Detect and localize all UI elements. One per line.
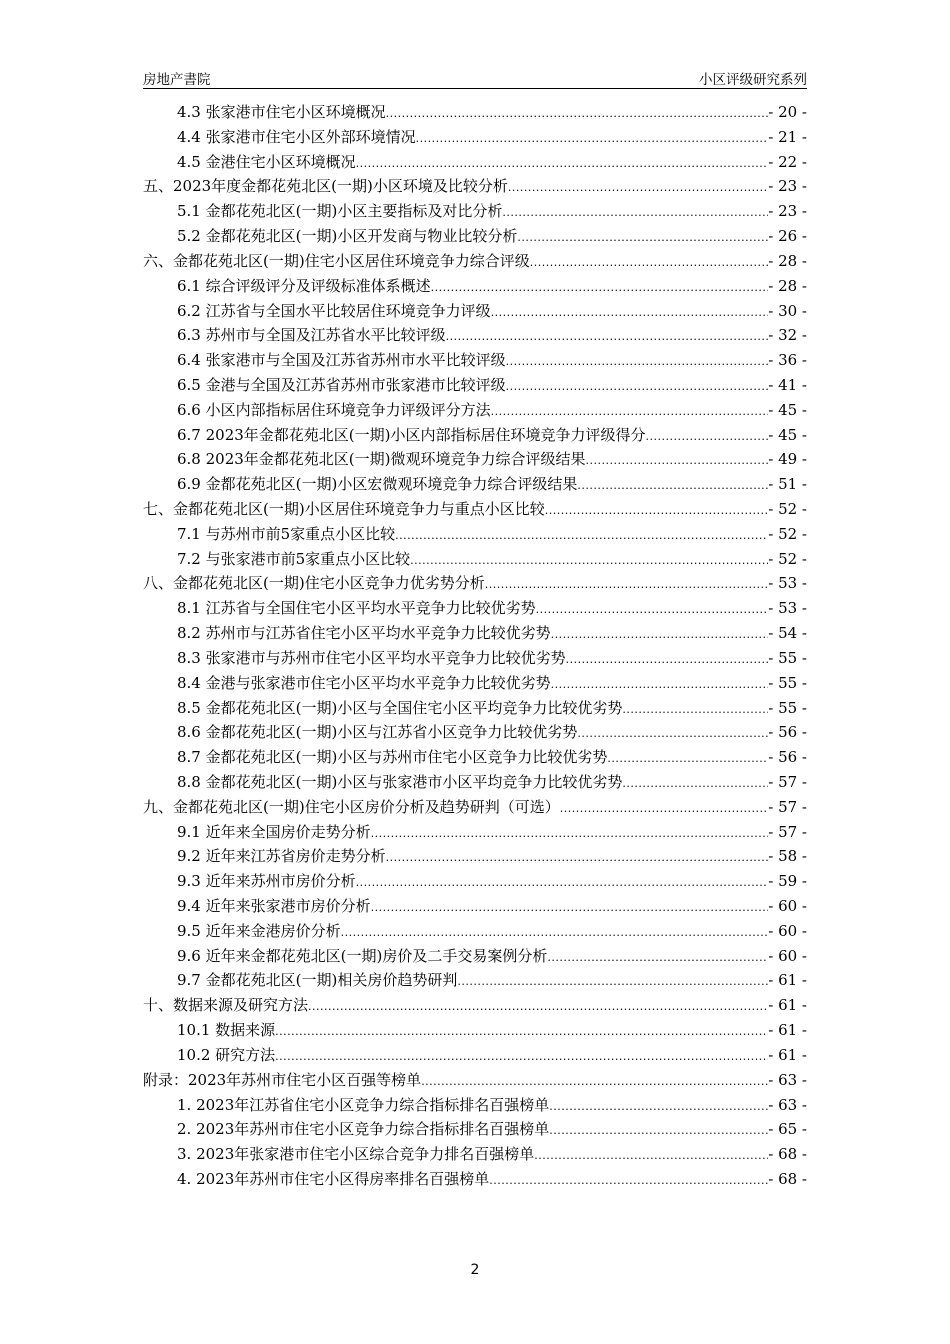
toc-entry-title: 6.1 综合评级评分及评级标准体系概述 [177, 276, 431, 295]
toc-chapter-entry[interactable] [143, 571, 807, 596]
toc-section-entry[interactable] [143, 299, 807, 324]
toc-section-entry[interactable] [143, 621, 807, 646]
toc-entry-title: 2. 2023年苏州市住宅小区竞争力综合指标排名百强榜单 [177, 1120, 550, 1139]
toc-entry-title: 八、金都花苑北区(一期)住宅小区竞争力优劣势分析 [143, 574, 485, 593]
toc-dot-leader [489, 1169, 768, 1194]
toc-entry-page: - 61 - [768, 971, 807, 990]
toc-section-entry[interactable] [143, 1043, 807, 1068]
toc-entry-title: 8.3 张家港市与苏州市住宅小区平均水平竞争力比较优劣势 [177, 648, 566, 667]
toc-dot-leader [416, 127, 769, 152]
toc-dot-leader [491, 301, 769, 326]
toc-entry-title: 7.2 与张家港市前5家重点小区比较 [177, 549, 411, 568]
toc-entry-title: 十、数据来源及研究方法 [143, 996, 309, 1015]
toc-dot-leader [421, 1070, 768, 1095]
toc-entry-page: - 57 - [768, 772, 807, 791]
toc-section-entry[interactable] [143, 274, 807, 299]
toc-entry-page: - 55 - [768, 673, 807, 692]
toc-entry-page: - 65 - [768, 1120, 807, 1139]
toc-section-entry[interactable] [143, 869, 807, 894]
toc-entry-title: 10.2 研究方法 [177, 1045, 276, 1064]
toc-section-entry[interactable] [143, 1142, 807, 1167]
toc-entry-page: - 28 - [768, 276, 807, 295]
toc-dot-leader [586, 449, 769, 474]
toc-entry-title: 8.1 江苏省与全国住宅小区平均水平竞争力比较优劣势 [177, 599, 536, 618]
toc-chapter-entry[interactable] [143, 497, 807, 522]
toc-entry-title: 9.3 近年来苏州市房价分析 [177, 872, 356, 891]
toc-entry-title: 10.1 数据来源 [177, 1021, 276, 1040]
toc-entry-page: - 58 - [768, 847, 807, 866]
toc-section-entry[interactable] [143, 646, 807, 671]
toc-section-entry[interactable] [143, 696, 807, 721]
toc-dot-leader [577, 722, 768, 747]
toc-dot-leader [549, 1119, 768, 1144]
table-of-contents [143, 100, 807, 1192]
toc-dot-leader [551, 673, 769, 698]
toc-entry-title: 七、金都花苑北区(一期)小区居住环境竞争力与重点小区比较 [143, 500, 545, 518]
toc-section-entry[interactable] [143, 1018, 807, 1043]
toc-entry-title: 9.1 近年来全国房价走势分析 [177, 822, 371, 841]
toc-dot-leader [547, 946, 768, 971]
toc-dot-leader [491, 400, 769, 425]
toc-dot-leader [386, 846, 769, 871]
toc-chapter-entry[interactable] [143, 174, 807, 199]
toc-entry-page: - 61 - [768, 996, 807, 1015]
toc-entry-page: - 59 - [768, 872, 807, 891]
toc-entry-page: - 53 - [768, 574, 807, 593]
toc-section-entry[interactable] [143, 894, 807, 919]
page-header [143, 68, 807, 89]
toc-entry-title: 1. 2023年江苏省住宅小区竞争力综合指标排名百强榜单 [177, 1095, 550, 1114]
toc-chapter-entry[interactable] [143, 1068, 807, 1093]
toc-section-entry[interactable] [143, 447, 807, 472]
toc-chapter-entry[interactable] [143, 249, 807, 274]
header-publisher: 房地产書院 [143, 72, 211, 88]
toc-dot-leader [536, 598, 769, 623]
toc-dot-leader [577, 474, 768, 499]
toc-section-entry[interactable] [143, 671, 807, 696]
toc-entry-title: 8.6 金都花苑北区(一期)小区与江苏省小区竞争力比较优劣势 [177, 723, 578, 742]
toc-section-entry[interactable] [143, 224, 807, 249]
toc-dot-leader [549, 1095, 768, 1120]
toc-entry-page: - 20 - [768, 103, 807, 121]
toc-entry-page: - 30 - [768, 301, 807, 320]
toc-entry-page: - 52 - [768, 524, 807, 543]
toc-entry-title: 3. 2023年张家港市住宅小区综合竞争力排名百强榜单 [177, 1145, 535, 1164]
toc-entry-title: 9.5 近年来金港房价分析 [177, 921, 341, 940]
toc-section-entry[interactable] [143, 720, 807, 745]
toc-entry-page: - 45 - [768, 400, 807, 419]
toc-section-entry[interactable] [143, 1117, 807, 1142]
toc-dot-leader [545, 499, 769, 524]
toc-entry-title: 4.4 张家港市住宅小区外部环境情况 [177, 127, 416, 146]
toc-dot-leader [356, 871, 769, 896]
toc-entry-page: - 57 - [768, 797, 807, 816]
toc-entry-title: 6.9 金都花苑北区(一期)小区宏微观环境竞争力综合评级结果 [177, 475, 578, 494]
toc-entry-page: - 36 - [768, 351, 807, 370]
toc-entry-title: 7.1 与苏州市前5家重点小区比较 [177, 524, 396, 543]
toc-entry-page: - 57 - [768, 822, 807, 841]
toc-entry-title: 4.3 张家港市住宅小区环境概况 [177, 103, 386, 121]
toc-entry-title: 9.4 近年来张家港市房价分析 [177, 897, 371, 915]
toc-entry-title: 6.2 江苏省与全国水平比较居住环境竞争力评级 [177, 301, 491, 320]
toc-chapter-entry[interactable] [143, 795, 807, 820]
toc-dot-leader [371, 822, 769, 847]
toc-entry-page: - 41 - [768, 375, 807, 394]
toc-entry-title: 4.5 金港住宅小区环境概况 [177, 152, 356, 171]
toc-dot-leader [395, 524, 768, 549]
toc-entry-page: - 68 - [768, 1169, 807, 1188]
toc-entry-page: - 49 - [768, 450, 807, 469]
toc-section-entry[interactable] [143, 398, 807, 423]
toc-entry-title: 8.7 金都花苑北区(一期)小区与苏州市住宅小区竞争力比较优劣势 [177, 748, 608, 767]
toc-entry-page: - 21 - [768, 127, 807, 146]
toc-section-entry[interactable] [143, 150, 807, 175]
toc-entry-page: - 52 - [768, 500, 807, 518]
toc-entry-page: - 45 - [768, 425, 807, 444]
toc-entry-page: - 55 - [768, 648, 807, 667]
toc-section-entry[interactable] [143, 125, 807, 150]
toc-entry-page: - 23 - [768, 202, 807, 221]
toc-section-entry[interactable] [143, 100, 807, 125]
toc-dot-leader [517, 226, 768, 251]
toc-dot-leader [386, 102, 769, 127]
toc-section-entry[interactable] [143, 199, 807, 224]
toc-entry-title: 4. 2023年苏州市住宅小区得房率排名百强榜单 [177, 1169, 490, 1188]
toc-entry-page: - 60 - [768, 946, 807, 965]
toc-dot-leader [308, 995, 768, 1020]
toc-section-entry[interactable] [143, 423, 807, 448]
toc-entry-title: 8.5 金都花苑北区(一期)小区与全国住宅小区平均竞争力比较优劣势 [177, 698, 623, 717]
toc-entry-title: 6.8 2023年金都花苑北区(一期)微观环境竞争力综合评级结果 [177, 450, 586, 469]
toc-entry-page: - 55 - [768, 698, 807, 717]
toc-entry-title: 8.2 苏州市与江苏省住宅小区平均水平竞争力比较优劣势 [177, 624, 551, 643]
toc-entry-title: 9.6 近年来金都花苑北区(一期)房价及二手交易案例分析 [177, 946, 548, 965]
toc-dot-leader [502, 201, 768, 226]
toc-section-entry[interactable] [143, 373, 807, 398]
toc-entry-title: 9.2 近年来江苏省房价走势分析 [177, 847, 386, 866]
toc-section-entry[interactable] [143, 820, 807, 845]
toc-entry-page: - 23 - [768, 177, 807, 196]
header-series-title: 小区评级研究系列 [699, 72, 807, 88]
toc-section-entry[interactable] [143, 547, 807, 572]
toc-entry-title: 5.1 金都花苑北区(一期)小区主要指标及对比分析 [177, 202, 503, 221]
toc-entry-page: - 60 - [768, 897, 807, 915]
toc-section-entry[interactable] [143, 944, 807, 969]
toc-dot-leader [607, 747, 768, 772]
toc-dot-leader [508, 176, 768, 201]
toc-entry-page: - 61 - [768, 1021, 807, 1040]
toc-entry-title: 6.7 2023年金都花苑北区(一期)小区内部指标居住环境竞争力评级得分 [177, 425, 646, 444]
toc-dot-leader [410, 549, 768, 574]
toc-entry-page: - 26 - [768, 227, 807, 246]
toc-entry-title: 8.8 金都花苑北区(一期)小区与张家港市小区平均竞争力比较优劣势 [177, 772, 623, 791]
toc-entry-title: 8.4 金港与张家港市住宅小区平均水平竞争力比较优劣势 [177, 673, 551, 692]
toc-dot-leader [560, 797, 769, 822]
toc-dot-leader [534, 1144, 768, 1169]
toc-section-entry[interactable] [143, 770, 807, 795]
toc-entry-title: 5.2 金都花苑北区(一期)小区开发商与物业比较分析 [177, 227, 518, 246]
toc-entry-page: - 28 - [768, 251, 807, 270]
toc-entry-page: - 63 - [768, 1070, 807, 1089]
toc-chapter-entry[interactable] [143, 993, 807, 1018]
toc-entry-title: 6.5 金港与全国及江苏省苏州市张家港市比较评级 [177, 375, 506, 394]
toc-dot-leader [446, 325, 769, 350]
toc-entry-page: - 60 - [768, 921, 807, 940]
toc-dot-leader [622, 772, 768, 797]
toc-dot-leader [622, 698, 768, 723]
toc-entry-page: - 61 - [768, 1045, 807, 1064]
toc-section-entry[interactable] [143, 323, 807, 348]
toc-entry-page: - 54 - [768, 624, 807, 643]
toc-dot-leader [371, 896, 769, 921]
toc-entry-title: 六、金都花苑北区(一期)住宅小区居住环境竞争力综合评级 [143, 251, 530, 270]
toc-entry-title: 附录：2023年苏州市住宅小区百强等榜单 [143, 1070, 422, 1089]
toc-section-entry[interactable] [143, 472, 807, 497]
toc-section-entry[interactable] [143, 844, 807, 869]
toc-section-entry[interactable] [143, 745, 807, 770]
toc-entry-page: - 56 - [768, 748, 807, 767]
toc-entry-title: 五、2023年度金都花苑北区(一期)小区环境及比较分析 [143, 177, 508, 196]
toc-dot-leader [566, 648, 769, 673]
toc-section-entry[interactable] [143, 1167, 807, 1192]
toc-entry-page: - 68 - [768, 1145, 807, 1164]
toc-dot-leader [551, 623, 769, 648]
toc-entry-page: - 22 - [768, 152, 807, 171]
toc-entry-title: 6.6 小区内部指标居住环境竞争力评级评分方法 [177, 400, 491, 419]
toc-entry-page: - 53 - [768, 599, 807, 618]
toc-entry-page: - 63 - [768, 1095, 807, 1114]
toc-dot-leader [341, 921, 769, 946]
toc-entry-page: - 32 - [768, 326, 807, 345]
toc-entry-title: 9.7 金都花苑北区(一期)相关房价趋势研判 [177, 971, 458, 990]
toc-dot-leader [506, 350, 769, 375]
toc-entry-page: - 52 - [768, 549, 807, 568]
toc-dot-leader [275, 1020, 768, 1045]
toc-dot-leader [530, 251, 769, 276]
toc-entry-page: - 56 - [768, 723, 807, 742]
toc-dot-leader [431, 276, 769, 301]
toc-entry-title: 九、金都花苑北区(一期)住宅小区房价分析及趋势研判（可选） [143, 797, 560, 816]
toc-section-entry[interactable] [143, 348, 807, 373]
toc-dot-leader [506, 375, 769, 400]
toc-entry-page: - 51 - [768, 475, 807, 494]
page-number: 2 [470, 1262, 480, 1278]
toc-entry-title: 6.4 张家港市与全国及江苏省苏州市水平比较评级 [177, 351, 506, 370]
toc-section-entry[interactable] [143, 1093, 807, 1118]
toc-section-entry[interactable] [143, 522, 807, 547]
toc-dot-leader [356, 152, 769, 177]
toc-section-entry[interactable] [143, 596, 807, 621]
toc-dot-leader [646, 425, 769, 450]
toc-dot-leader [485, 573, 769, 598]
toc-section-entry[interactable] [143, 968, 807, 993]
toc-section-entry[interactable] [143, 919, 807, 944]
toc-entry-title: 6.3 苏州市与全国及江苏省水平比较评级 [177, 326, 446, 345]
toc-dot-leader [457, 970, 768, 995]
toc-dot-leader [275, 1045, 768, 1070]
